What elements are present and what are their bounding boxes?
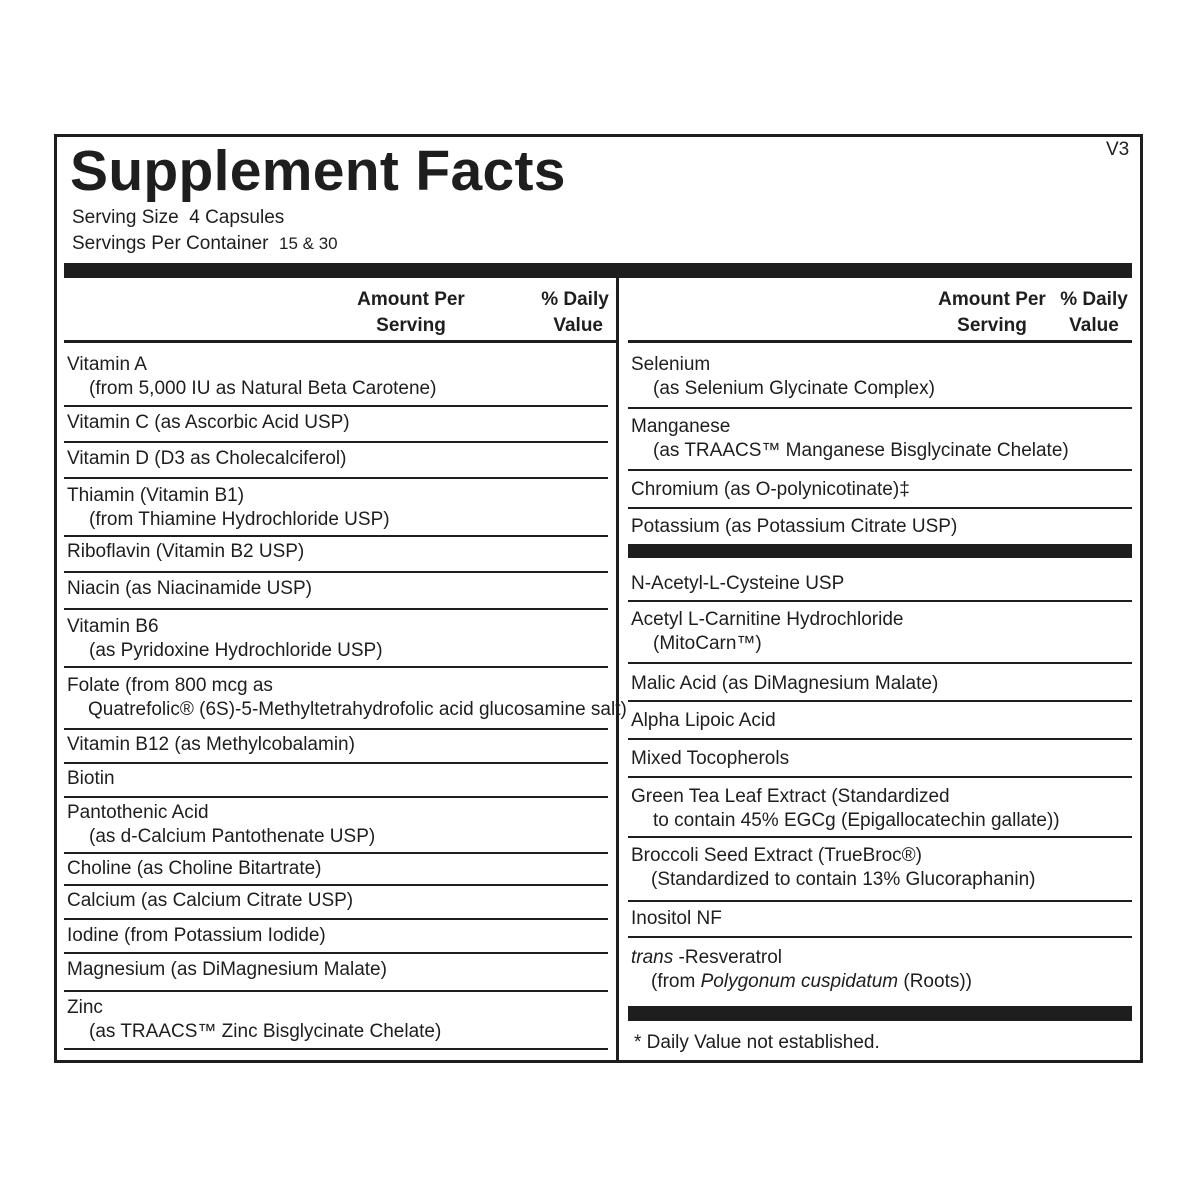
panel-title: Supplement Facts: [70, 139, 566, 203]
right-bottom-bar: [628, 1006, 1132, 1021]
nutrient-source: (as d-Calcium Pantothenate USP): [89, 826, 376, 847]
row-separator: [628, 469, 1132, 471]
dv-header-line2: Value: [1069, 315, 1119, 336]
left-header-rule: [64, 340, 618, 343]
row-separator: [64, 990, 608, 992]
row-separator: [64, 535, 608, 537]
row-separator: [628, 600, 1132, 602]
nutrient-name: Vitamin B6: [67, 616, 159, 637]
nutrient-name: Riboflavin (Vitamin B2 USP): [67, 541, 305, 562]
nutrient-name: Biotin: [67, 768, 115, 789]
row-separator: [64, 918, 608, 920]
right-amount-header: [933, 287, 1051, 339]
dv-header-line1: % Daily: [541, 289, 609, 310]
nutrient-name: Calcium (as Calcium Citrate USP): [67, 890, 354, 911]
nutrient-name: Chromium (as O-polynicotinate)‡: [631, 479, 910, 500]
servings-per-container: [72, 233, 338, 255]
right-dv-header: [1054, 287, 1134, 339]
nutrient-name: Broccoli Seed Extract (TrueBroc®): [631, 845, 922, 866]
row-separator: [628, 936, 1132, 938]
nutrient-name: Zinc: [67, 997, 103, 1018]
row-separator: [628, 662, 1132, 664]
row-separator: [64, 884, 608, 886]
amount-header-line1: Amount Per: [357, 289, 465, 310]
nutrient-name: Thiamin (Vitamin B1): [67, 485, 245, 506]
nutrient-source: (as TRAACS™ Manganese Bisglycinate Chelate): [653, 440, 1069, 461]
row-separator: [64, 1048, 608, 1050]
nutrient-name: Mixed Tocopherols: [631, 748, 790, 769]
servings-value: 15 & 30: [279, 234, 338, 253]
nutrient-name: Vitamin C (as Ascorbic Acid USP): [67, 412, 350, 433]
dv-header-line1: % Daily: [1060, 289, 1128, 310]
nutrient-name: Alpha Lipoic Acid: [631, 710, 776, 731]
nutrient-name: Vitamin D (D3 as Cholecalciferol): [67, 448, 347, 469]
nutrient-source: (Standardized to contain 13% Glucoraphanin): [651, 869, 1036, 890]
version-label: V3: [1106, 139, 1130, 160]
nutrient-name: Malic Acid (as DiMagnesium Malate): [631, 673, 939, 694]
row-separator: [64, 952, 608, 954]
nutrient-name: Potassium (as Potassium Citrate USP): [631, 516, 958, 537]
serving-size: [72, 207, 284, 229]
nutrient-name: Iodine (from Potassium Iodide): [67, 925, 326, 946]
nutrient-name: Manganese: [631, 416, 731, 437]
row-separator: [64, 666, 608, 668]
nutrient-source: Quatrefolic® (6S)-5-Methyltetrahydrofolic acid glucosamine salt): [88, 699, 627, 720]
nutrient-name: Vitamin B12 (as Methylcobalamin): [67, 734, 355, 755]
row-separator: [64, 441, 608, 443]
top-thick-bar: [64, 263, 1132, 278]
row-separator: [628, 407, 1132, 409]
row-separator: [64, 762, 608, 764]
amount-header-line2: Serving: [376, 315, 446, 336]
daily-value-footnote: * Daily Value not established.: [634, 1032, 880, 1053]
nutrient-source: (from Thiamine Hydrochloride USP): [89, 509, 390, 530]
right-section-bar: [628, 544, 1132, 558]
nutrient-name: Inositol NF: [631, 908, 722, 929]
amount-header-line2: Serving: [957, 315, 1027, 336]
row-separator: [64, 571, 608, 573]
row-separator: [64, 796, 608, 798]
left-amount-header: [352, 287, 470, 339]
row-separator: [64, 728, 608, 730]
nutrient-name: trans -Resveratrol: [631, 947, 782, 968]
row-separator: [64, 477, 608, 479]
nutrient-source: (as TRAACS™ Zinc Bisglycinate Chelate): [89, 1021, 442, 1042]
nutrient-source: (MitoCarn™): [653, 633, 762, 654]
nutrient-name: Choline (as Choline Bitartrate): [67, 858, 322, 879]
trans-italic: trans: [631, 947, 674, 968]
nutrient-source: (as Pyridoxine Hydrochloride USP): [89, 640, 383, 661]
row-separator: [64, 852, 608, 854]
serving-size-value: 4 Capsules: [189, 207, 285, 228]
dv-header-line2: Value: [553, 315, 603, 336]
nutrient-name: Green Tea Leaf Extract (Standardized: [631, 786, 950, 807]
nutrient-source: to contain 45% EGCg (Epigallocatechin gallate)): [653, 810, 1060, 831]
serving-size-label: Serving Size: [72, 207, 179, 228]
nutrient-name: Magnesium (as DiMagnesium Malate): [67, 959, 387, 980]
nutrient-name: Folate (from 800 mcg as: [67, 675, 273, 696]
row-separator: [64, 608, 608, 610]
nutrient-name: Pantothenic Acid: [67, 802, 209, 823]
left-dv-header: [533, 287, 617, 339]
species-italic: Polygonum cuspidatum: [700, 971, 899, 992]
row-separator: [628, 700, 1132, 702]
row-separator: [628, 738, 1132, 740]
nutrient-name: Vitamin A: [67, 354, 147, 375]
nutrient-source: (from 5,000 IU as Natural Beta Carotene): [89, 378, 437, 399]
right-header-rule: [628, 340, 1132, 343]
nutrient-name: Niacin (as Niacinamide USP): [67, 578, 312, 599]
row-separator: [628, 507, 1132, 509]
nutrient-source: (as Selenium Glycinate Complex): [653, 378, 935, 399]
nutrient-name: Selenium: [631, 354, 711, 375]
column-divider: [616, 278, 619, 1060]
row-separator: [628, 836, 1132, 838]
nutrient-name: Acetyl L-Carnitine Hydrochloride: [631, 609, 904, 630]
amount-header-line1: Amount Per: [938, 289, 1046, 310]
nutrient-name: N-Acetyl-L-Cysteine USP: [631, 573, 845, 594]
servings-label: Servings Per Container: [72, 233, 269, 254]
row-separator: [64, 405, 608, 407]
row-separator: [628, 776, 1132, 778]
row-separator: [628, 900, 1132, 902]
nutrient-source: (from Polygonum cuspidatum (Roots)): [651, 971, 973, 992]
